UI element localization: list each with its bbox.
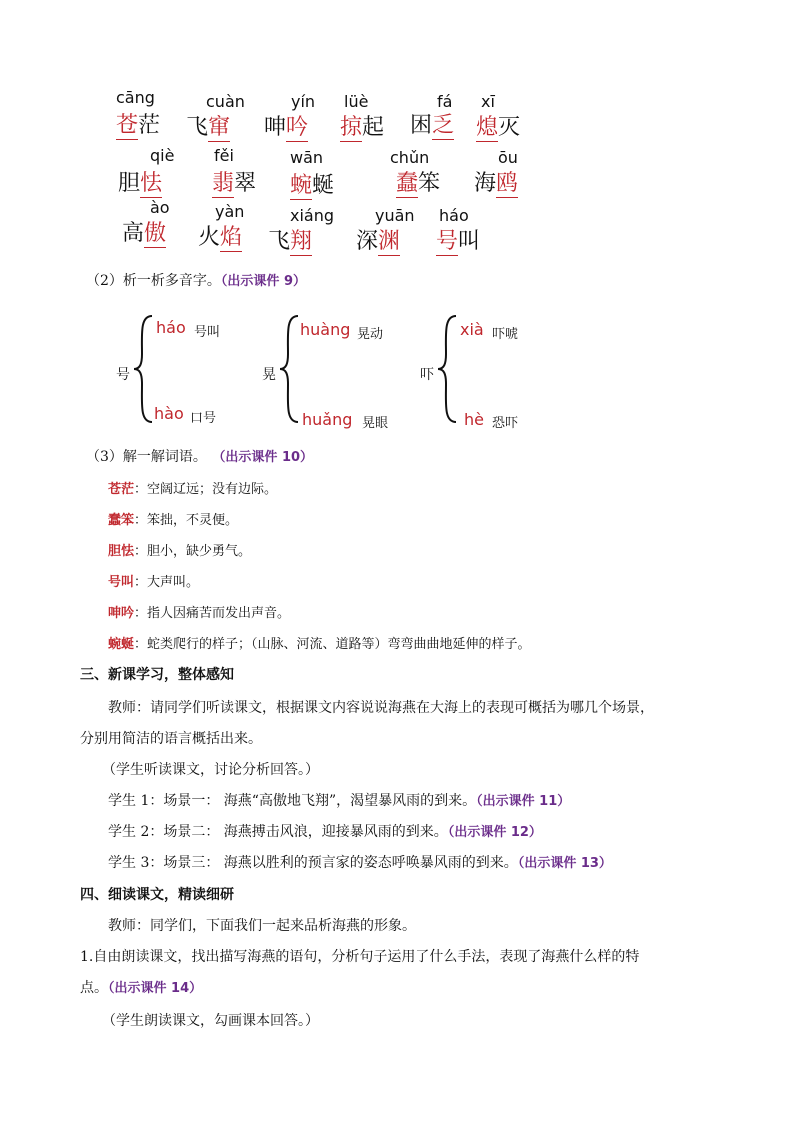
pinyin: fá bbox=[437, 92, 453, 111]
polyphone-word-top: 晃动 bbox=[357, 327, 384, 342]
teacher-prompt: 教师：请同学们听读课文，根据课文内容说说海燕在大海上的表现可概括为哪几个场景， bbox=[108, 700, 654, 716]
polyphone-pinyin-bottom: huǎng bbox=[302, 410, 353, 429]
word: 掠起 bbox=[340, 115, 385, 140]
word: 胆怯 bbox=[118, 171, 163, 196]
word: 号叫 bbox=[436, 229, 481, 254]
courseware-ref: （出示课件 12） bbox=[447, 825, 542, 840]
word: 呻吟 bbox=[264, 115, 309, 140]
section-2-heading: （2）析一析多音字。（出示课件 9） bbox=[86, 273, 306, 289]
polyphone-word-bottom: 晃眼 bbox=[362, 416, 389, 431]
definition-item: 苍茫：空阔辽远；没有边际。 bbox=[108, 482, 278, 497]
polyphone-char: 号 bbox=[116, 367, 130, 383]
student-answer: 学生 3：场景三： 海燕以胜利的预言家的姿态呼唤暴风雨的到来。（出示课件 13） bbox=[108, 855, 612, 871]
courseware-ref: （出示课件 13） bbox=[517, 856, 612, 871]
pinyin: yuān bbox=[375, 206, 415, 225]
word: 高傲 bbox=[122, 221, 167, 246]
brace-icon bbox=[278, 314, 302, 424]
polyphone-char: 吓 bbox=[420, 367, 434, 383]
word: 苍茫 bbox=[116, 113, 161, 138]
pinyin: xiáng bbox=[290, 206, 335, 225]
word: 深渊 bbox=[356, 229, 401, 254]
polyphone-pinyin-bottom: hào bbox=[154, 404, 184, 423]
polyphone-pinyin-top: háo bbox=[156, 318, 186, 337]
teacher-prompt: 教师：同学们，下面我们一起来品析海燕的形象。 bbox=[108, 918, 416, 934]
definition-item: 呻吟：指人因痛苦而发出声音。 bbox=[108, 606, 291, 621]
student-note: （学生听读课文，讨论分析回答。） bbox=[102, 762, 319, 778]
word: 翡翠 bbox=[212, 171, 257, 196]
section-heading-4: 四、细读课文，精读细研 bbox=[80, 887, 234, 903]
teacher-prompt-continued: 分别用简洁的语言概括出来。 bbox=[80, 731, 262, 747]
brace-icon bbox=[132, 314, 156, 424]
student-note: （学生朗读课文，勾画课本回答。） bbox=[102, 1013, 319, 1029]
word: 困乏 bbox=[410, 113, 455, 138]
student-answer: 学生 2：场景二： 海燕搏击风浪，迎接暴风雨的到来。（出示课件 12） bbox=[108, 824, 542, 840]
pinyin: cuàn bbox=[206, 92, 245, 111]
word: 飞翔 bbox=[268, 229, 313, 254]
pinyin: xī bbox=[481, 92, 495, 111]
pinyin: fěi bbox=[214, 146, 234, 165]
courseware-ref: （出示课件 10） bbox=[218, 450, 314, 465]
polyphone-word-bottom: 口号 bbox=[190, 411, 217, 426]
pinyin: yín bbox=[291, 92, 316, 111]
word: 熄灭 bbox=[476, 115, 521, 140]
pinyin: ào bbox=[150, 198, 170, 217]
courseware-ref: （出示课件 9） bbox=[220, 274, 306, 289]
section-heading-3: 三、新课学习，整体感知 bbox=[80, 667, 234, 683]
pinyin: chǔn bbox=[390, 148, 430, 167]
polyphone-word-top: 号叫 bbox=[194, 325, 221, 340]
courseware-ref: （出示课件 11） bbox=[476, 794, 571, 809]
student-answer: 学生 1：场景一： 海燕“高傲地飞翔”，渴望暴风雨的到来。（出示课件 11） bbox=[108, 793, 571, 809]
definition-item: 蠢笨：笨拙，不灵便。 bbox=[108, 513, 239, 528]
definition-item: 号叫：大声叫。 bbox=[108, 575, 200, 590]
polyphone-word-bottom: 恐吓 bbox=[492, 416, 519, 431]
polyphone-pinyin-top: xià bbox=[460, 320, 484, 339]
task-1: 1.自由朗读课文，找出描写海燕的语句，分析句子运用了什么手法，表现了海燕什么样的特 bbox=[80, 949, 640, 965]
word: 海鸥 bbox=[474, 171, 519, 196]
definition-item: 胆怯：胆小，缺少勇气。 bbox=[108, 544, 252, 559]
definition-item: 蜿蜒：蛇类爬行的样子；（山脉、河流、道路等）弯弯曲曲地延伸的样子。 bbox=[108, 637, 531, 652]
section-3-heading: （3）解一解词语。 （出示课件 10） bbox=[86, 449, 314, 465]
task-1-continued: 点。（出示课件 14） bbox=[80, 980, 203, 996]
polyphone-pinyin-top: huàng bbox=[300, 320, 351, 339]
polyphone-pinyin-bottom: hè bbox=[464, 410, 484, 429]
word: 飞窜 bbox=[186, 115, 231, 140]
word: 蜿蜒 bbox=[290, 173, 335, 198]
pinyin: háo bbox=[439, 206, 469, 225]
polyphone-word-top: 吓唬 bbox=[492, 327, 519, 342]
courseware-ref: （出示课件 14） bbox=[108, 981, 203, 996]
pinyin: qiè bbox=[150, 146, 175, 165]
pinyin: yàn bbox=[215, 202, 245, 221]
brace-icon bbox=[436, 314, 460, 424]
word: 火焰 bbox=[198, 225, 243, 250]
pinyin: cāng bbox=[116, 88, 155, 107]
pinyin: wān bbox=[290, 148, 324, 167]
pinyin: lüè bbox=[344, 92, 369, 111]
polyphone-char: 晃 bbox=[262, 367, 276, 383]
pinyin: ōu bbox=[498, 148, 518, 167]
word: 蠢笨 bbox=[396, 171, 441, 196]
